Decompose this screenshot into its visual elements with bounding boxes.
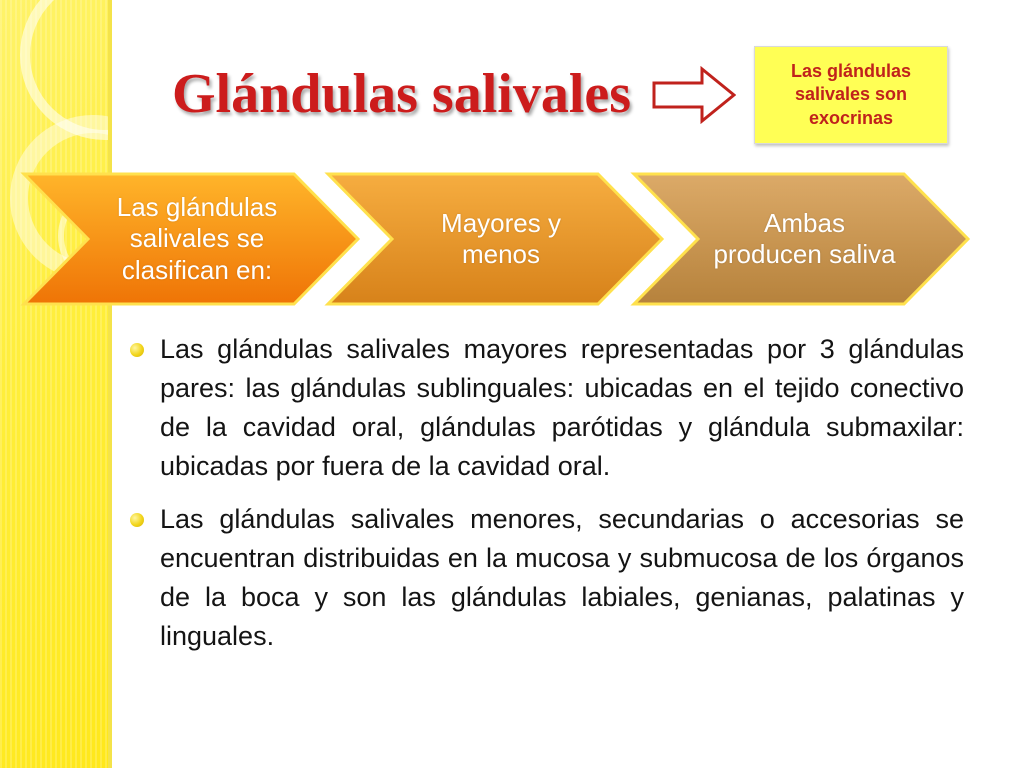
bullet-text: Las glándulas salivales menores, secundarias o accesorias se encuentran distribuidas en la mucosa y submucosa de los órganos de la boca y son las glándulas labiales, genianas, palatinas y linguales. [160,504,964,651]
process-step-1 [22,172,362,306]
sidebar-edge [108,0,112,768]
process-step-label: Las glándulas salivales se clasifican en: [116,192,278,285]
process-step-3 [632,172,972,306]
slide-title: Glándulas salivales [172,63,632,125]
process-step-label: Ambas producen saliva [713,207,896,269]
bullet-text: Las glándulas salivales mayores representadas por 3 glándulas pares: las glándulas sublinguales: ubicadas en el tejido conectivo de la cavidad oral, glándulas parótidas y glándula submaxilar: ubicadas por fuera de la cavidad oral. [160,334,964,481]
bullet-dot-icon [130,513,144,527]
bullet-item [128,330,964,486]
callout-text: Las glándulas salivales son exocrinas [790,60,912,128]
process-step-label: Mayores y menos [441,207,561,269]
process-step-2 [326,172,666,306]
bullet-item [128,500,964,656]
bullet-list [128,330,964,670]
decorative-sidebar [0,0,112,768]
right-arrow-icon [652,66,736,124]
bullet-dot-icon [130,343,144,357]
exocrine-callout-box [754,46,948,144]
